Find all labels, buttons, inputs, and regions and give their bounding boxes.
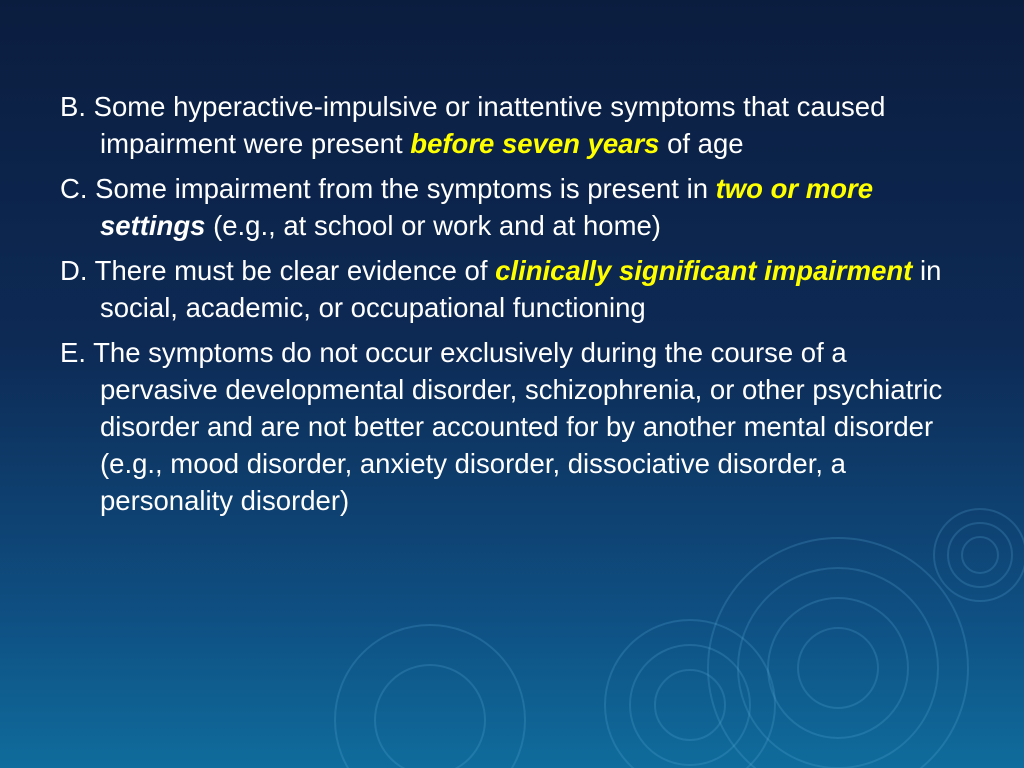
criterion-d-text: D. There must be clear evidence of [60,255,496,286]
slide-body [60,88,960,527]
criterion-b [60,88,960,162]
criterion-b-text-end: of age [659,128,744,159]
criterion-c-text: C. Some impairment from the symptoms is present in [60,173,716,204]
criterion-c-emphasis: two or more [715,173,873,204]
criterion-d-text-end: in social, academic, or occupational functioning [100,255,942,323]
criterion-c-text-end: (e.g., at school or work and at home) [205,210,661,241]
criterion-b-text: B. Some hyperactive-impulsive or inattentive symptoms that caused impairment were present [60,91,886,159]
criterion-e-text: E. The symptoms do not occur exclusively during the course of a pervasive developmental disorder, schizophrenia, or other psychiatric disorder and are not better accounted for by another mental disorder (e.g., mood disorder, anxiety disorder, dissociative disorder, a personality disorder) [60,337,943,516]
criterion-c [60,170,960,244]
criterion-e [60,334,960,519]
criterion-c-settings: settings [100,210,206,241]
criterion-d-emphasis: clinically significant impairment [495,255,913,286]
criterion-b-emphasis: before seven years [410,128,660,159]
criterion-d [60,252,960,326]
